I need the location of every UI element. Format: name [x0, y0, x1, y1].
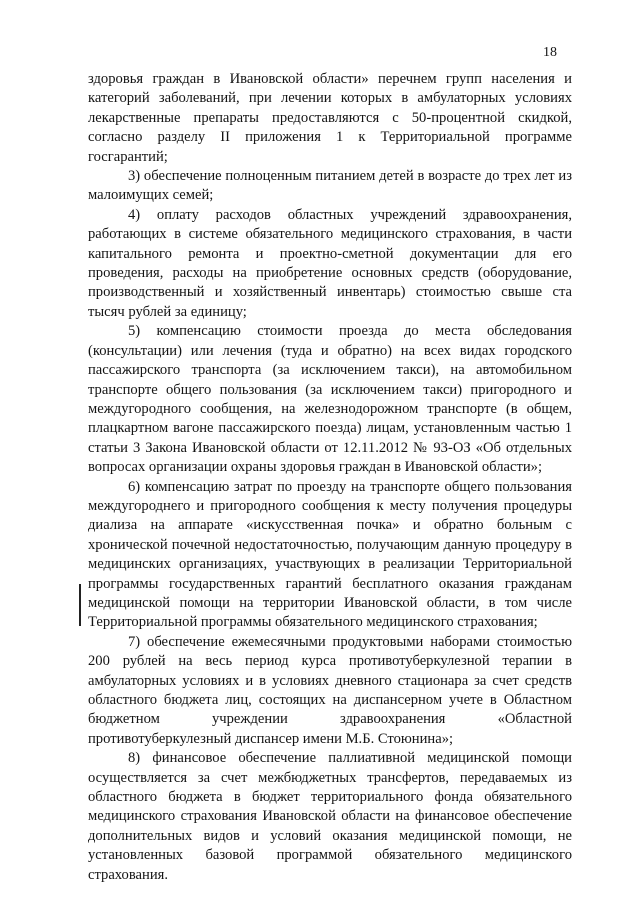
paragraph-item-5: 5) компенсацию стоимости проезда до места обследования (консультации) или лечения (туда и обратно) на всех видах городского пассажирского транспорта (за исключением такси), на автомобильном транспорте общего пользования (за исключением такси) пригородного и междугородного сообщения, на железнодорожном транспорте (в общем, плацкартном вагоне пассажирского поезда) лицам, установленным частью 1 статьи 3 Закона Ивановской области от 12.11.2012 № 93-ОЗ «Об отдельных вопросах организации охраны здоровья граждан в Ивановской области»;	[88, 323, 572, 476]
paragraph-continuation: здоровья граждан в Ивановской области» перечнем групп населения и категорий заболеваний, при лечении которых в амбулаторных условиях лекарственные препараты предоставляются с 50-процентной скидкой, согласно разделу II приложения 1 к Территориальной программе госгарантий;	[88, 71, 572, 165]
paragraph-item-8: 8) финансовое обеспечение паллиативной медицинской помощи осуществляется за счет межбюджетных трансфертов, передаваемых из областного бюджета в бюджет территориального фонда обязательного медицинского страхования Ивановской области на финансовое обеспечение дополнительных видов и условий оказания медицинской помощи, не установленных базовой программой обязательного медицинского страхования.	[88, 750, 572, 883]
paragraph-item-3: 3) обеспечение полноценным питанием детей в возрасте до трех лет из малоимущих семей;	[88, 168, 572, 204]
margin-mark	[79, 584, 81, 626]
document-body	[88, 70, 572, 885]
page-number: 18	[543, 45, 557, 60]
paragraph-item-4: 4) оплату расходов областных учреждений здравоохранения, работающих в системе обязательного медицинского страхования, в части капитального ремонта и проектно-сметной документации для его проведения, расходы на приобретение основных средств (оборудование, производственный и хозяйственный инвентарь) стоимостью свыше ста тысяч рублей за единицу;	[88, 206, 572, 320]
paragraph-item-6: 6) компенсацию затрат по проезду на транспорте общего пользования междугороднего и пригородного сообщения к месту получения процедуры диализа на аппарате «искусственная почка» и обратно больным с хронической почечной недостаточностью, получающим данную процедуру в медицинских организациях, участвующих в реализации Территориальной программы государственных гарантий бесплатного оказания гражданам медицинской помощи на территории Ивановской области, в том числе Территориальной программы обязательного медицинского страхования;	[88, 478, 572, 631]
paragraph-item-7: 7) обеспечение ежемесячными продуктовыми наборами стоимостью 200 рублей на весь период курса противотуберкулезной терапии в амбулаторных условиях и в условиях дневного стационара за счет средств областного бюджета лиц, состоящих на диспансерном учете в Областном бюджетном учреждении здравоохранения «Областной противотуберкулезный диспансер имени М.Б. Стоюнина»;	[88, 633, 572, 747]
